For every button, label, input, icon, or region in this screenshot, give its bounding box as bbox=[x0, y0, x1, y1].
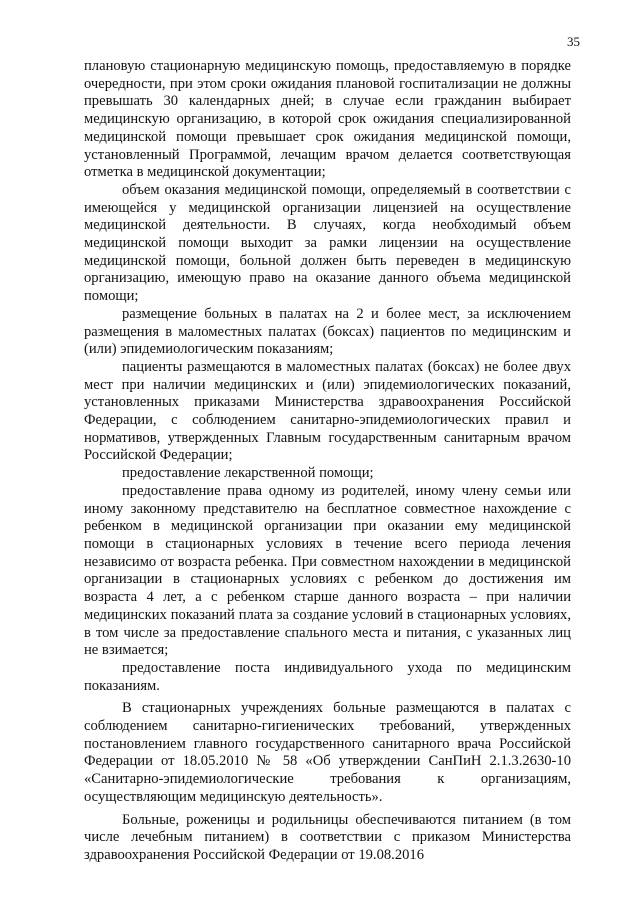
paragraph-2: объем оказания медицинской помощи, определяемый в соответствии с имеющейся у медицинской организации лицензией на осуществление медицинской деятельности. В случаях, когда необходимый объем медицинской помощи выходит за рамки лицензии на осуществление медицинской помощи, больной должен быть переведен в медицинскую организацию, имеющую право на оказание данного объема медицинской помощи; bbox=[84, 181, 571, 305]
paragraph-8: В стационарных учреждениях больные размещаются в палатах с соблюдением санитарно-гигиенических требований, утвержденных постановлением главного государственного санитарного врача Российской Федерации от 18.05.2010 № 58 «Об утверждении СанПиН 2.1.3.2630-10 «Санитарно-эпидемиологические требования к организациям, осуществляющим медицинскую деятельность». bbox=[84, 700, 571, 805]
paragraph-7: предоставление поста индивидуального ухода по медицинским показаниям. bbox=[84, 659, 571, 694]
document-body bbox=[84, 58, 571, 865]
paragraph-3: размещение больных в палатах на 2 и более мест, за исключением размещения в маломестных палатах (боксах) пациентов по медицинским и (или) эпидемиологическим показаниям; bbox=[84, 305, 571, 358]
page-number: 35 bbox=[567, 34, 580, 49]
paragraph-9: Больные, роженицы и родильницы обеспечиваются питанием (в том числе лечебным питанием) в соответствии с приказом Министерства здравоохранения Российской Федерации от 19.08.2016 bbox=[84, 811, 571, 863]
paragraph-1: плановую стационарную медицинскую помощь, предоставляемую в порядке очередности, при этом сроки ожидания плановой госпитализации не должны превышать 30 календарных дней; в случае если гражданин выбирает медицинскую организацию, в которой срок ожидания специализированной медицинской помощи превышает срок ожидания медицинской помощи, установленный Программой, лечащим врачом делается соответствующая отметка в медицинской документации; bbox=[84, 58, 571, 181]
paragraph-5: предоставление лекарственной помощи; bbox=[122, 465, 374, 482]
paragraph-4: пациенты размещаются в маломестных палатах (боксах) не более двух мест при наличии медицинских и (или) эпидемиологических показаний, установленных приказами Министерства здравоохранения Российской Федерации, с соблюдением санитарно-эпидемиологических правил и нормативов, утвержденных Главным государственным санитарным врачом Российской Федерации; bbox=[84, 358, 571, 464]
paragraph-6: предоставление права одному из родителей, иному члену семьи или иному законному представителю на бесплатное совместное нахождение с ребенком в медицинской организации при оказании ему медицинской помощи в стационарных условиях в течение всего периода лечения независимо от возраста ребенка. При совместном нахождении в медицинской организации в стационарных условиях с ребенком до достижения им возраста 4 лет, а с ребенком старше данного возраста – при наличии медицинских показаний плата за создание условий в стационарных условиях, в том числе за предоставление спального места и питания, с указанных лиц не взимается; bbox=[84, 482, 571, 659]
